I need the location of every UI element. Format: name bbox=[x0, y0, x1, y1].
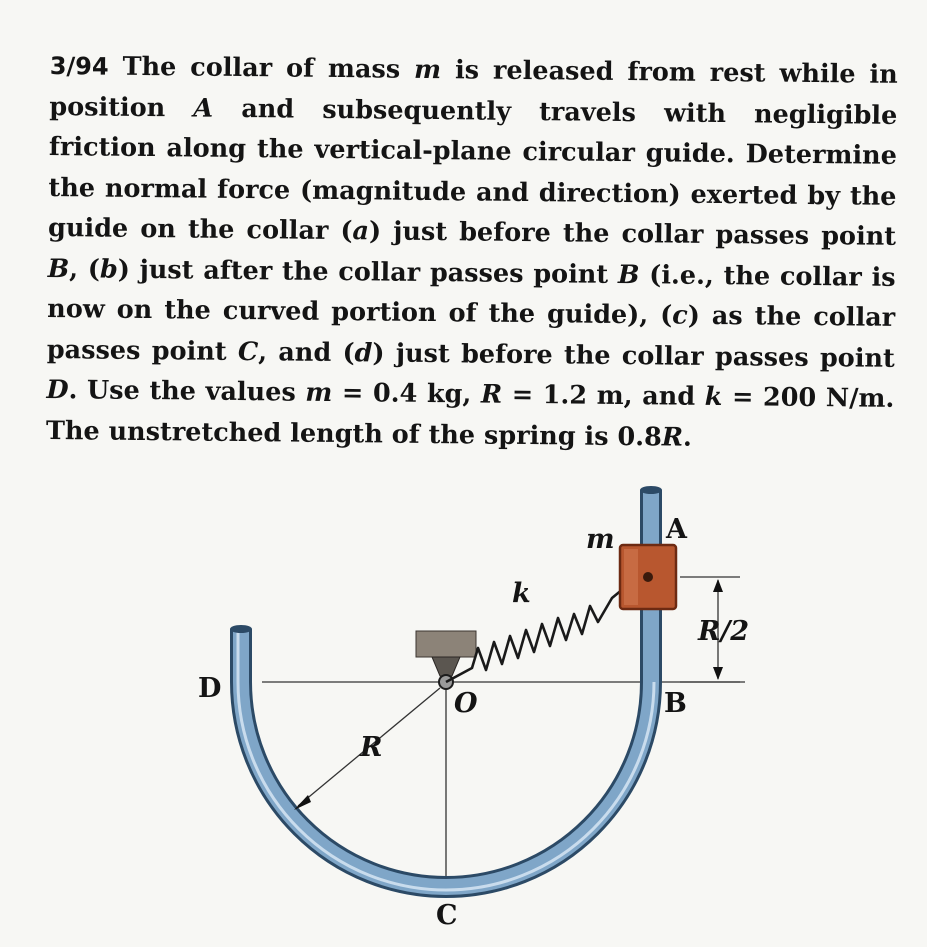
spring bbox=[446, 575, 640, 682]
pivot-bracket bbox=[432, 657, 460, 676]
problem-text-part: and subsequently travels with negligible friction along the vertical-plane circular guide. Determine the normal force (magnitude and direction) exerted by the guide on the collar ( bbox=[47, 93, 898, 247]
label-c: C bbox=[436, 900, 458, 931]
problem-var-R: R bbox=[480, 379, 503, 410]
problem-text-part: . Use the values bbox=[68, 375, 306, 408]
problem-text-part: = 1.2 m, and bbox=[501, 379, 705, 412]
label-r-half: R/2 bbox=[698, 616, 750, 647]
collar-pin bbox=[643, 572, 653, 582]
dimension-arrow-down bbox=[713, 667, 723, 680]
problem-var-R: R bbox=[661, 421, 684, 453]
problem-text-part: = 200 N/m. The unstretched length of the spring is 0.8 bbox=[45, 382, 895, 452]
problem-var-b: b bbox=[99, 254, 118, 285]
guide-end-cap-top bbox=[640, 486, 662, 494]
problem-var-d: d bbox=[354, 337, 373, 368]
problem-text-part: (i.e., the collar is now on the curved portion of the guide), ( bbox=[47, 259, 896, 331]
problem-var-C: C bbox=[237, 336, 259, 367]
problem-text-part: = 0.4 kg, bbox=[332, 377, 482, 410]
problem-text-part: ) just before the collar passes point bbox=[372, 337, 895, 374]
problem-text-part: is released from rest while in position bbox=[49, 55, 898, 124]
label-a: A bbox=[666, 514, 687, 545]
support-block bbox=[416, 631, 476, 657]
label-k: k bbox=[512, 578, 531, 609]
problem-var-D: D bbox=[46, 374, 69, 406]
problem-text-part: . bbox=[682, 422, 693, 453]
problem-text-part: , and ( bbox=[258, 336, 355, 368]
problem-text-part: ) as the collar passes point bbox=[46, 300, 896, 367]
problem-var-k: k bbox=[704, 381, 723, 413]
problem-text-part: , ( bbox=[69, 253, 101, 285]
problem-var-A: A bbox=[193, 93, 214, 124]
problem-var-c: c bbox=[672, 300, 688, 331]
collar-shade bbox=[624, 549, 638, 605]
label-m: m bbox=[586, 524, 615, 555]
guide-end-cap-left bbox=[230, 625, 252, 633]
problem-var-m: m bbox=[413, 54, 442, 86]
radius-arrowhead bbox=[294, 795, 311, 810]
problem-text-part: ) just after the collar passes point bbox=[117, 254, 619, 290]
label-o: O bbox=[454, 688, 478, 719]
problem-text-part: ) just before the collar passes point bbox=[368, 216, 897, 252]
label-d: D bbox=[198, 673, 222, 704]
problem-var-m: m bbox=[305, 377, 333, 408]
problem-var-B: B bbox=[47, 253, 70, 284]
problem-var-B: B bbox=[617, 259, 640, 290]
problem-number: 3/94 bbox=[49, 51, 109, 81]
label-b: B bbox=[664, 688, 687, 719]
label-r: R bbox=[360, 732, 383, 763]
problem-var-a: a bbox=[352, 216, 370, 247]
dimension-arrow-up bbox=[713, 579, 723, 592]
problem-text-part: The collar of mass bbox=[108, 51, 415, 85]
